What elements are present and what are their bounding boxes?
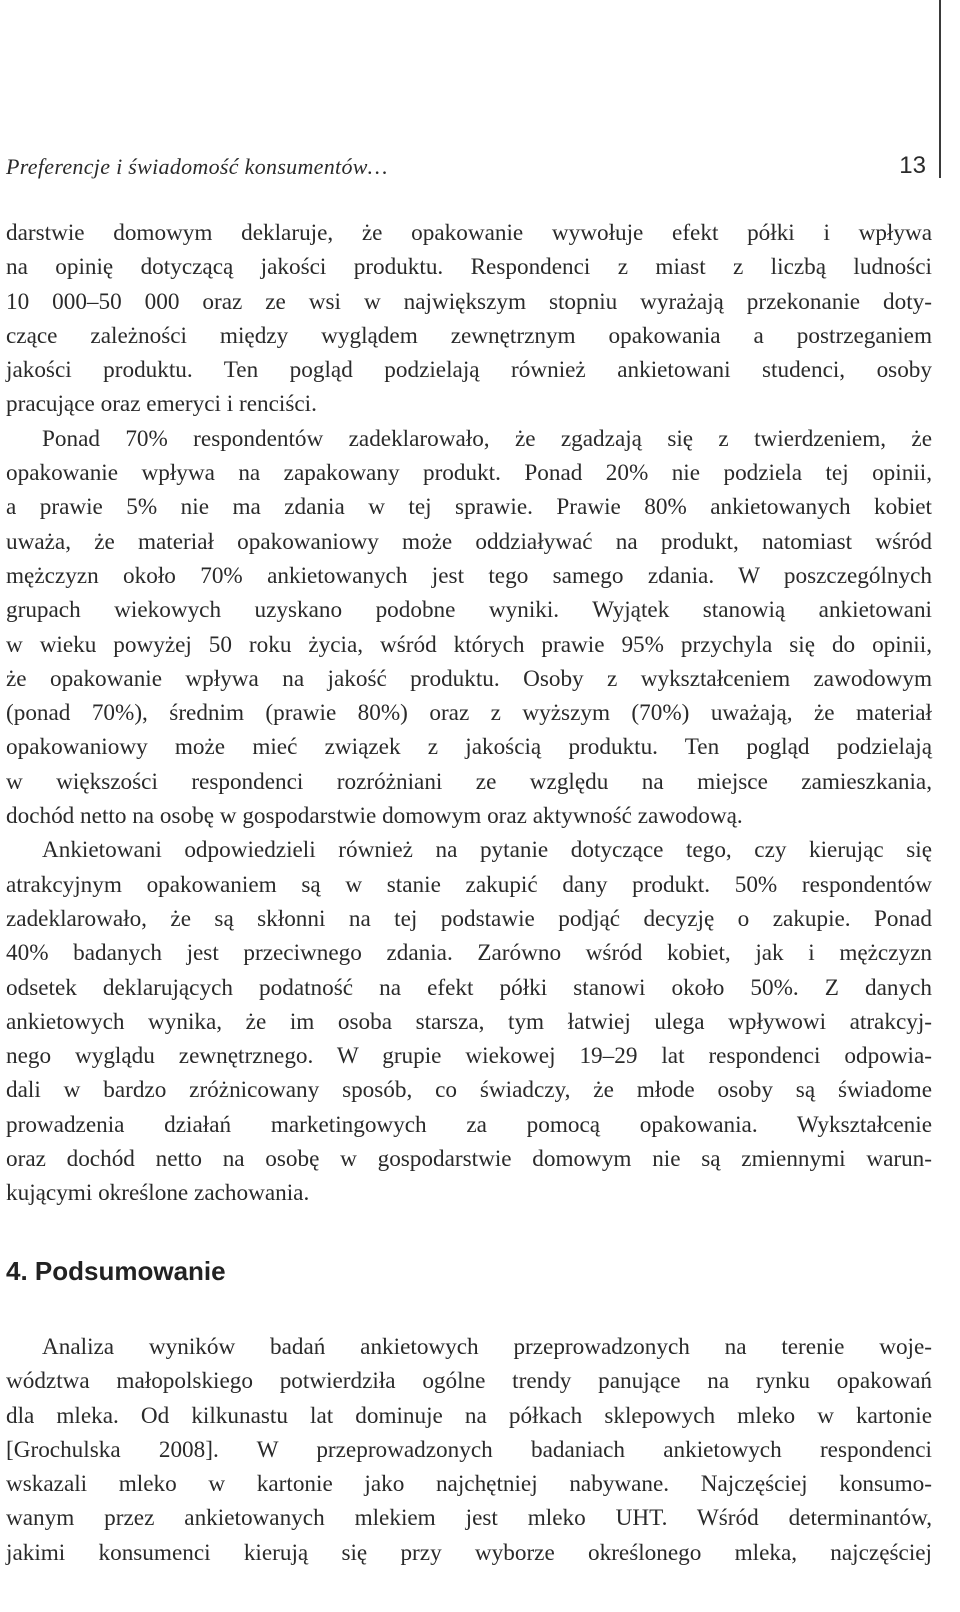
page-margin-rule — [939, 0, 941, 178]
text-line: (ponad 70%), średnim (prawie 80%) oraz z wyższym (70%) uważają, że materiał — [6, 700, 932, 727]
text-line: [Grochulska 2008]. W przeprowadzonych badaniach ankietowych respondenci — [6, 1436, 932, 1463]
text-line: grupach wiekowych uzyskano podobne wyniki. Wyjątek stanowią ankietowani — [6, 597, 932, 624]
text-line: dochód netto na osobę w gospodarstwie domowym oraz aktywność zawodową. — [6, 803, 743, 830]
section-heading: 4. Podsumowanie — [6, 1256, 226, 1286]
text-line: że opakowanie wpływa na jakość produktu. Osoby z wykształceniem zawodowym — [6, 665, 932, 692]
paragraph-first-line: Analiza wyników badań ankietowych przeprowadzonych na terenie woje- — [42, 1334, 932, 1360]
text-line: 10 000–50 000 oraz ze wsi w największym stopniu wyrażają przekonanie doty- — [6, 288, 932, 315]
text-line: wskazali mleko w kartonie jako najchętniej nabywane. Najczęściej konsumo- — [6, 1471, 932, 1498]
text-line: czące zależności między wyglądem zewnętrznym opakowania a postrzeganiem — [6, 322, 932, 349]
text-line: 40% badanych jest przeciwnego zdania. Zarówno wśród kobiet, jak i mężczyzn — [6, 940, 932, 967]
text-line: a prawie 5% nie ma zdania w tej sprawie. Prawie 80% ankietowanych kobiet — [6, 494, 932, 521]
text-line: jakości produktu. Ten pogląd podzielają również ankietowani studenci, osoby — [6, 357, 932, 384]
text-line: pracujące oraz emeryci i renciści. — [6, 391, 317, 418]
running-title: Preferencje i świadomość konsumentów… — [6, 154, 388, 179]
text-line: wanym przez ankietowanych mlekiem jest mleko UHT. Wśród determinantów, — [6, 1505, 932, 1532]
text-line: w wieku powyżej 50 roku życia, wśród których prawie 95% przychyla się do opinii, — [6, 631, 932, 658]
text-line: atrakcyjnym opakowaniem są w stanie zakupić dany produkt. 50% respondentów — [6, 871, 932, 898]
text-line: ankietowych wynika, że im osoba starsza, tym łatwiej ulega wpływowi atrakcyj- — [6, 1008, 932, 1035]
text-line: opakowaniowy może mieć związek z jakością produktu. Ten pogląd podzielają — [6, 734, 932, 761]
text-line: oraz dochód netto na osobę w gospodarstwie domowym nie są zmiennymi warun- — [6, 1146, 932, 1173]
running-header — [6, 154, 926, 188]
text-line: nego wyglądu zewnętrznego. W grupie wiekowej 19–29 lat respondenci odpowia- — [6, 1043, 932, 1070]
text-line: odsetek deklarujących podatność na efekt półki stanowi około 50%. Z danych — [6, 974, 932, 1001]
text-line: w większości respondenci rozróżniani ze względu na miejsce zamieszkania, — [6, 768, 932, 795]
text-line: dali w bardzo zróżnicowany sposób, co świadczy, że młode osoby są świadome — [6, 1077, 932, 1104]
text-line: wództwa małopolskiego potwierdziła ogólne trendy panujące na rynku opakowań — [6, 1368, 932, 1395]
summary-text — [6, 1330, 932, 1570]
text-line: prowadzenia działań marketingowych za pomocą opakowania. Wykształcenie — [6, 1111, 932, 1138]
text-line: zadeklarowało, że są skłonni na tej podstawie podjąć decyzję o zakupie. Ponad — [6, 905, 932, 932]
page-number: 13 — [899, 152, 926, 179]
text-line: jakimi konsumenci kierują się przy wyborze określonego mleka, najczęściej — [6, 1539, 932, 1566]
body-text — [6, 216, 932, 1211]
paragraph-first-line: Ponad 70% respondentów zadeklarowało, że zgadzają się z twierdzeniem, że — [42, 425, 932, 452]
paragraph-first-line: Ankietowani odpowiedzieli również na pytanie dotyczące tego, czy kierując się — [42, 837, 932, 864]
text-line: opakowanie wpływa na zapakowany produkt. Ponad 20% nie podziela tej opinii, — [6, 460, 932, 487]
text-line: mężczyzn około 70% ankietowanych jest tego samego zdania. W poszczególnych — [6, 562, 932, 589]
text-line: darstwie domowym deklaruje, że opakowanie wywołuje efekt półki i wpływa — [6, 220, 932, 246]
text-line: dla mleka. Od kilkunastu lat dominuje na półkach sklepowych mleko w kartonie — [6, 1402, 932, 1429]
text-line: uważa, że materiał opakowaniowy może oddziaływać na produkt, natomiast wśród — [6, 528, 932, 555]
text-line: kującymi określone zachowania. — [6, 1180, 310, 1207]
text-line: na opinię dotyczącą jakości produktu. Respondenci z miast z liczbą ludności — [6, 254, 932, 281]
